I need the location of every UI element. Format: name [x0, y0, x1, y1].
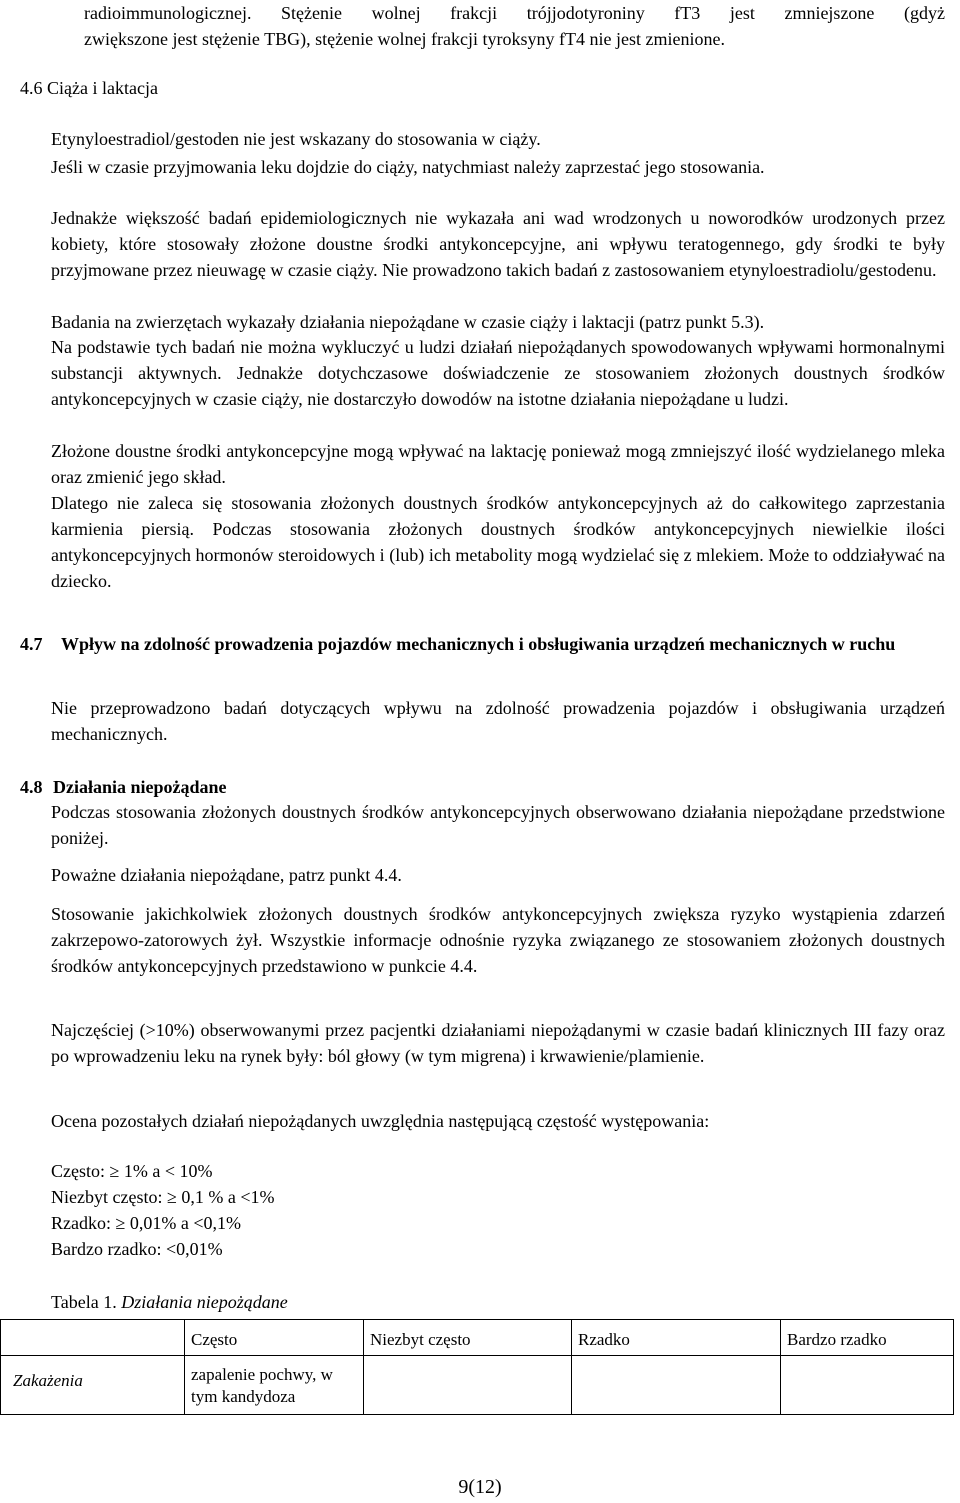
- frequency-item: Niezbyt często: ≥ 0,1 % a <1%: [51, 1187, 275, 1207]
- table-caption-title: Działania niepożądane: [121, 1292, 288, 1312]
- page-number: 9(12): [458, 1476, 502, 1498]
- table-cell: [572, 1356, 781, 1415]
- paragraph: Jednakże większość badań epidemiologicznych nie wykazała ani wad wrodzonych u noworodków urodzonych przez kobiety, które stosowały złożone doustne środki antykoncepcyjne, ani wpływu teratogennego, gdy środki te były przyjmowane przez nieuwagę w czasie ciąży. Nie prowadzono takich badań z zastosowaniem etynyloestradiolu/gestodenu.: [51, 208, 945, 280]
- paragraph: Badania na zwierzętach wykazały działania niepożądane w czasie ciąży i laktacji (patrz punkt 5.3).: [51, 312, 765, 332]
- adverse-effects-table: [0, 1319, 954, 1415]
- table-header-cell: [1, 1320, 185, 1356]
- section-heading-4-6: [20, 75, 158, 101]
- table-row: [1, 1356, 954, 1415]
- section-number: 4.7: [20, 634, 43, 654]
- section-number: 4.6: [20, 78, 43, 98]
- paragraph: Podczas stosowania złożonych doustnych środków antykoncepcyjnych obserwowano działania niepożądane przedstwione poniżej.: [51, 802, 945, 848]
- table-cell-category: Zakażenia: [1, 1356, 185, 1415]
- paragraph: Stosowanie jakichkolwiek złożonych doustnych środków antykoncepcyjnych zwiększa ryzyko wystąpienia zdarzeń zakrzepowo-zatorowych żył. Wszystkie informacje odnośnie ryzyka związanego ze stosowaniem złożonych doustnych środków antykoncepcyjnych przedstawiono w punkcie 4.4.: [51, 904, 945, 976]
- intro-line-1: radioimmunologicznej. Stężenie wolnej frakcji trójjodotyroniny fT3 jest zmniejszone (gdyż: [84, 3, 945, 23]
- paragraph: Ocena pozostałych działań niepożądanych uwzględnia następującą częstość występowania:: [51, 1111, 710, 1131]
- table-cell: [364, 1356, 572, 1415]
- section-title: Wpływ na zdolność prowadzenia pojazdów mechanicznych i obsługiwania urządzeń mechanicznych w ruchu: [61, 634, 896, 654]
- paragraph: Poważne działania niepożądane, patrz punkt 4.4.: [51, 865, 402, 885]
- table-header-cell: Często: [185, 1320, 364, 1356]
- section-title: Ciąża i laktacja: [47, 78, 158, 98]
- paragraph: Nie przeprowadzono badań dotyczących wpływu na zdolność prowadzenia pojazdów i obsługiwania urządzeń mechanicznych.: [51, 698, 945, 744]
- section-heading-4-8: [20, 774, 227, 800]
- table-caption: [51, 1289, 288, 1315]
- paragraph: Dlatego nie zaleca się stosowania złożonych doustnych środków antykoncepcyjnych aż do całkowitego zaprzestania karmienia piersią. Podczas stosowania złożonych doustnych środków antykoncepcyjnych niewielkie ilości antykoncepcyjnych hormonów steroidowych i (lub) ich metabolity mogą wydzielać się z mlekiem. Może to oddziaływać na dziecko.: [51, 493, 945, 591]
- frequency-item: Bardzo rzadko: <0,01%: [51, 1239, 223, 1259]
- paragraph: Najczęściej (>10%) obserwowanymi przez pacjentki działaniami niepożądanymi w czasie badań klinicznych III fazy oraz po wprowadzeniu leku na rynek były: ból głowy (w tym migrena) i krwawienie/plamienie.: [51, 1020, 945, 1066]
- table-cell: zapalenie pochwy, w tym kandydoza: [185, 1356, 364, 1415]
- paragraph: Na podstawie tych badań nie można wykluczyć u ludzi działań niepożądanych spowodowanych wpływami hormonalnymi substancji aktywnych. Jednakże dotychczasowe doświadczenie ze stosowaniem złożonych doustnych środków antykoncepcyjnych w czasie ciąży, nie dostarczyło dowodów na istotne działania niepożądane u ludzi.: [51, 337, 945, 409]
- table-cell: [781, 1356, 954, 1415]
- table-header-cell: Rzadko: [572, 1320, 781, 1356]
- paragraph: Złożone doustne środki antykoncepcyjne mogą wpływać na laktację ponieważ mogą zmniejszyć ilość wydzielanego mleka oraz zmienić jego skład.: [51, 441, 945, 487]
- paragraph: Jeśli w czasie przyjmowania leku dojdzie do ciąży, natychmiast należy zaprzestać jego stosowania.: [51, 157, 765, 177]
- section-title: Działania niepożądane: [53, 777, 227, 797]
- paragraph: Etynyloestradiol/gestoden nie jest wskazany do stosowania w ciąży.: [51, 129, 541, 149]
- table-header-row: [1, 1320, 954, 1356]
- frequency-list: [51, 1158, 274, 1262]
- table-header-cell: Niezbyt często: [364, 1320, 572, 1356]
- table-caption-prefix: Tabela 1.: [51, 1292, 117, 1312]
- intro-line-2: zwiększone jest stężenie TBG), stężenie wolnej frakcji tyroksyny fT4 nie jest zmienione.: [84, 29, 725, 49]
- frequency-item: Rzadko: ≥ 0,01% a <0,1%: [51, 1213, 241, 1233]
- table-header-cell: Bardzo rzadko: [781, 1320, 954, 1356]
- frequency-item: Często: ≥ 1% a < 10%: [51, 1161, 213, 1181]
- section-number: 4.8: [20, 777, 43, 797]
